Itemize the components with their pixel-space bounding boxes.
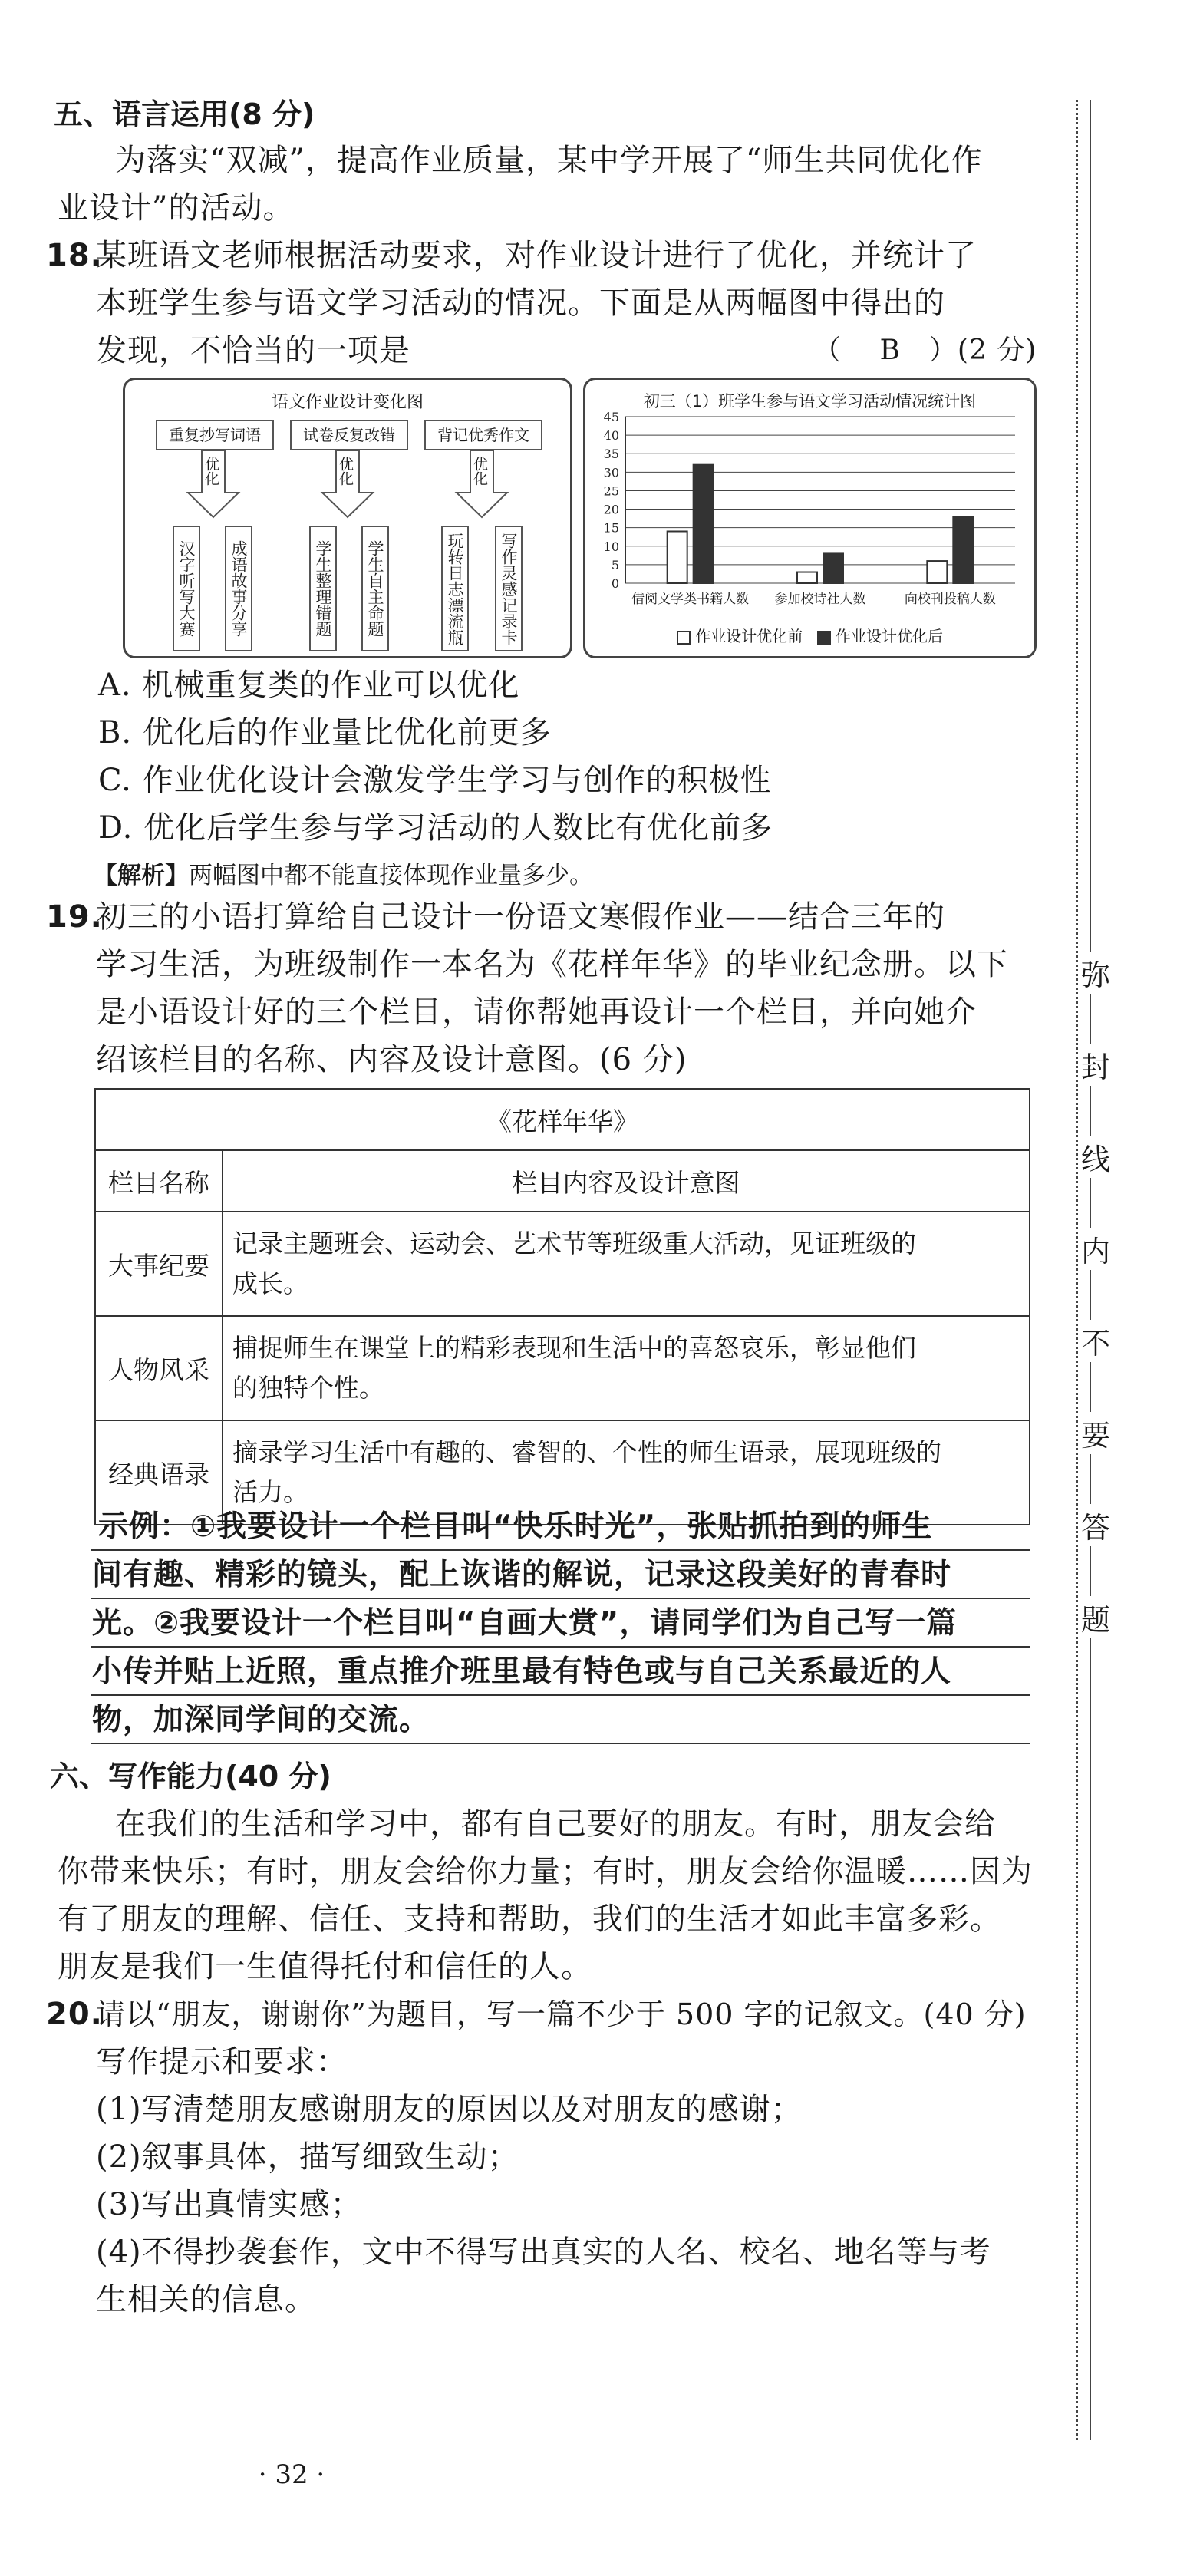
q18-line: 某班语文老师根据活动要求，对作业设计进行了优化，并统计了: [96, 238, 977, 273]
q18-number: 18.: [46, 238, 103, 273]
column-content-line: 记录主题班会、运动会、艺术节等班级重大活动，见证班级的: [232, 1229, 916, 1258]
q20-tips-title: 写作提示和要求：: [96, 2044, 348, 2080]
bar-before: [797, 572, 817, 583]
answer-underline: [91, 1743, 1030, 1744]
table-header-name: 栏目名称: [95, 1150, 223, 1212]
table-row: [95, 1316, 1030, 1420]
x-category-label: 参加校诗社人数: [774, 592, 866, 607]
q20-number: 20.: [46, 1997, 103, 2032]
q19-line: 绍该栏目的名称、内容及设计意图。(6 分): [96, 1042, 687, 1077]
q18-option-c: C. 作业优化设计会激发学生学习与创作的积极性: [98, 763, 772, 798]
y-tick-label: 5: [611, 557, 619, 572]
q19-line: 初三的小语打算给自己设计一份语文寒假作业——结合三年的: [96, 899, 945, 935]
analysis-text: 两幅图中都不能直接体现作业量多少。: [189, 862, 593, 889]
bar-before: [668, 531, 687, 583]
legend-swatch-after: [817, 631, 831, 645]
legend-label-after: 作业设计优化后: [836, 627, 944, 645]
q18-option-d: D. 优化后学生参与学习活动的人数比有优化前多: [98, 810, 773, 846]
bar-chart: [585, 411, 1034, 618]
seal-char: 内: [1080, 1228, 1111, 1270]
column-content-line: 摘录学习生活中有趣的、睿智的、个性的师生语录，展现班级的: [232, 1437, 941, 1467]
arrow-label: 优化: [471, 457, 488, 486]
y-tick-label: 0: [611, 576, 619, 591]
q20-line: 请以“朋友，谢谢你”为题目，写一篇不少于 500 字的记叙文。(40 分): [96, 1997, 1027, 2031]
legend-swatch-before: [677, 631, 691, 645]
table-title: 《花样年华》: [95, 1089, 1030, 1150]
y-tick-label: 45: [603, 411, 619, 424]
y-tick-label: 25: [603, 483, 619, 499]
diagram-bottom-box: 成语故事分享: [225, 526, 252, 651]
diagram-bottom-box: 写作灵感记录卡: [495, 526, 523, 651]
column-content-line: 的独特个性。: [232, 1373, 384, 1403]
diagram-title: 语文作业设计变化图: [271, 393, 424, 412]
diagram-top-box: 背记优秀作文: [424, 420, 542, 450]
column-content: [223, 1316, 1030, 1420]
chart-legend: [585, 624, 1034, 646]
chart-title: 初三（1）班学生参与语文学习活动情况统计图: [643, 392, 977, 411]
q19-answer-line: 光。②我要设计一个栏目叫“自画大赏”，请同学们为自己写一篇: [92, 1606, 958, 1641]
column-content-line: 活力。: [232, 1477, 308, 1507]
y-tick-label: 35: [603, 447, 619, 462]
work-design-diagram: [123, 378, 572, 658]
column-content-line: 成长。: [232, 1268, 308, 1298]
q18-analysis: [94, 856, 593, 890]
bar-after: [694, 465, 714, 583]
section6-heading: 六、写作能力(40 分): [50, 1760, 331, 1793]
q20-tip: (3)写出真情实感；: [96, 2187, 362, 2222]
bar-after: [953, 516, 973, 583]
seal-solid-line: [1090, 100, 1091, 2440]
q18-line: 本班学生参与语文学习活动的情况。下面是从两幅图中得出的: [96, 285, 945, 321]
section6-intro-line: 有了朋友的理解、信任、支持和帮助，我们的生活才如此丰富多彩。: [58, 1901, 1001, 1937]
arrow-label: 优化: [203, 457, 219, 486]
bar-chart-figure: [583, 378, 1037, 658]
columns-table: [94, 1088, 1030, 1525]
diagram-bottom-box: 玩转日志漂流瓶: [441, 526, 469, 651]
y-tick-label: 40: [603, 428, 619, 444]
seal-char: 要: [1080, 1412, 1111, 1454]
x-category-label: 借阅文学类书籍人数: [631, 592, 750, 607]
table-header-content: 栏目内容及设计意图: [223, 1150, 1030, 1212]
q20-tip: (4)不得抄袭套作，文中不得写出真实的人名、校名、地名等与考: [96, 2235, 991, 2270]
seal-char: 封: [1080, 1044, 1111, 1086]
column-name: 人物风采: [95, 1316, 223, 1420]
q19-answer-line: 示例：①我要设计一个栏目叫“快乐时光”，张贴抓拍到的师生: [98, 1509, 933, 1544]
q18-option-a: A. 机械重复类的作业可以优化: [98, 668, 520, 703]
q19-answer-line: 小传并贴上近照，重点推介班里最有特色或与自己关系最近的人: [92, 1654, 952, 1689]
table-header-row: [95, 1150, 1030, 1212]
y-tick-label: 10: [603, 539, 619, 554]
section6-intro-line: 在我们的生活和学习中，都有自己要好的朋友。有时，朋友会给: [115, 1806, 996, 1842]
q18-line: 发现，不恰当的一项是: [96, 333, 410, 368]
y-tick-label: 20: [603, 502, 619, 517]
seal-char: 线: [1080, 1136, 1111, 1178]
diagram-top-box: 试卷反复改错: [290, 420, 408, 450]
table-row: [95, 1212, 1030, 1316]
q20-tip: (1)写清楚朋友感谢朋友的原因以及对朋友的感谢；: [96, 2092, 803, 2127]
q19-line: 是小语设计好的三个栏目，请你帮她再设计一个栏目，并向她介: [96, 994, 977, 1030]
y-tick-label: 15: [603, 520, 619, 536]
q18-option-b: B. 优化后的作业量比优化前更多: [98, 715, 552, 750]
x-category-label: 向校刊投稿人数: [904, 592, 996, 607]
q19-number: 19.: [46, 899, 103, 935]
section5-heading: 五、语言运用(8 分): [54, 97, 315, 131]
seal-char: 弥: [1080, 952, 1111, 994]
section5-intro-line: 业设计”的活动。: [58, 190, 295, 226]
page-number: · 32 ·: [258, 2459, 325, 2490]
column-name: 大事纪要: [95, 1212, 223, 1316]
q19-answer-line: 间有趣、精彩的镜头，配上诙谐的解说，记录这段美好的青春时: [92, 1558, 952, 1592]
seal-char: 答: [1080, 1504, 1111, 1546]
section5-intro-line: 为落实“双减”，提高作业质量，某中学开展了“师生共同优化作: [115, 143, 983, 178]
bar-before: [927, 561, 947, 583]
y-tick-label: 30: [603, 465, 619, 480]
section6-intro-line: 朋友是我们一生值得托付和信任的人。: [58, 1949, 592, 1984]
diagram-bottom-box: 汉字听写大赛: [173, 526, 200, 651]
arrow-label: 优化: [337, 457, 354, 486]
seal-char: 题: [1080, 1596, 1111, 1638]
column-name: 经典语录: [95, 1420, 223, 1525]
seal-dotted-line: [1076, 100, 1078, 2440]
q20-tip: 生相关的信息。: [96, 2282, 316, 2317]
analysis-label: 【解析】: [94, 862, 189, 889]
column-content-line: 捕捉师生在课堂上的精彩表现和生活中的喜怒哀乐，彰显他们: [232, 1333, 916, 1363]
legend-label-before: 作业设计优化前: [695, 627, 803, 645]
bar-after: [823, 553, 843, 583]
seal-char: 不: [1080, 1320, 1111, 1362]
diagram-bottom-box: 学生自主命题: [361, 526, 389, 651]
q19-answer-line: 物，加深同学间的交流。: [92, 1703, 430, 1737]
q20-tip: (2)叙事具体，描写细致生动；: [96, 2139, 519, 2175]
diagram-top-box: 重复抄写词语: [156, 420, 274, 450]
q18-answer-bracket: （ B ）(2 分): [813, 335, 1037, 366]
column-content: [223, 1212, 1030, 1316]
table-title-row: [95, 1089, 1030, 1150]
section6-intro-line: 你带来快乐；有时，朋友会给你力量；有时，朋友会给你温暖……因为: [58, 1854, 1033, 1889]
q19-line: 学习生活，为班级制作一本名为《花样年华》的毕业纪念册。以下: [96, 947, 1008, 982]
diagram-bottom-box: 学生整理错题: [309, 526, 337, 651]
